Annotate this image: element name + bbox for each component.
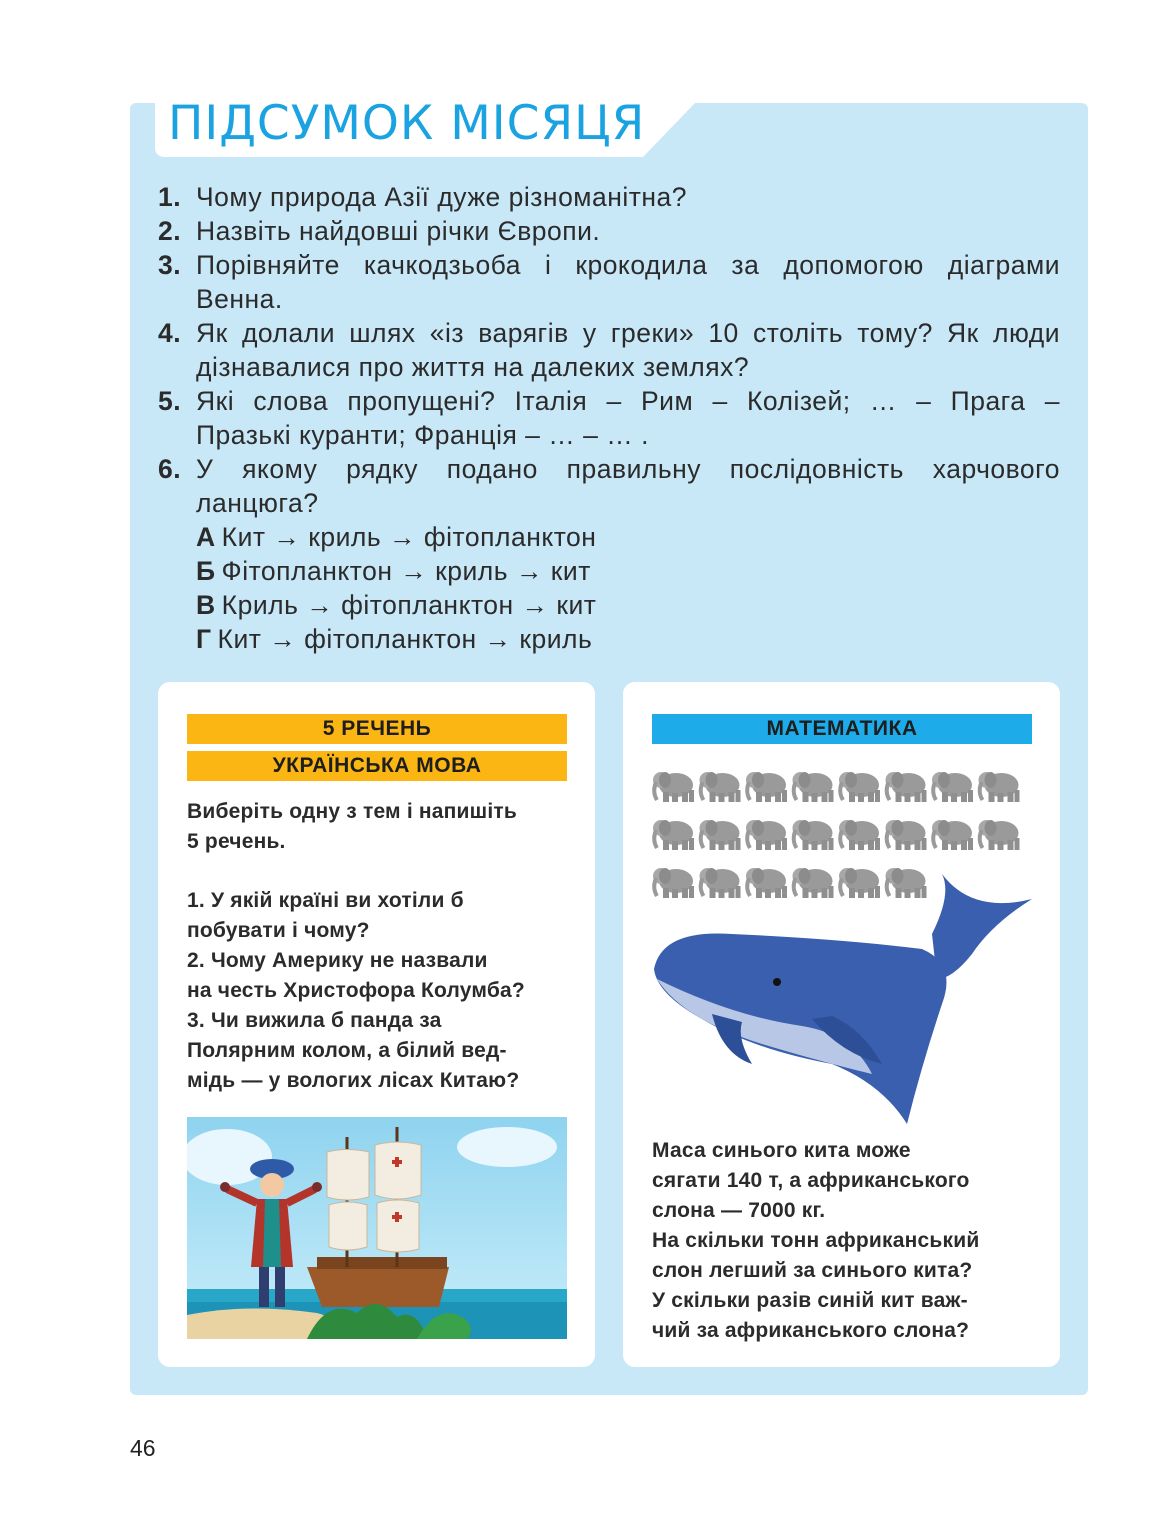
- problem-line: чий за африканського слона?: [652, 1319, 970, 1342]
- elephant-icon: [839, 772, 880, 802]
- question-text: Празькі куранти; Франція – … – … .: [196, 420, 649, 450]
- elephant-icon: [979, 820, 1020, 850]
- elephant-icon: [979, 772, 1020, 802]
- question-text: Чому природа Азії дуже різноманітна?: [196, 182, 688, 212]
- problem-line: На скільки тонн африканський: [652, 1229, 980, 1252]
- topic-text: Чому Америку не назвали: [210, 949, 488, 972]
- elephants-and-whale-illustration: [652, 764, 1032, 1134]
- ukrainian-language-bar: УКРАЇНСЬКА МОВА: [187, 751, 567, 781]
- question-1: [158, 180, 1060, 214]
- question-number: 4.: [158, 318, 182, 348]
- answer-option-v: [158, 588, 1060, 622]
- question-number: 3.: [158, 250, 182, 280]
- option-letter: Б: [196, 556, 216, 586]
- elephant-icon: [886, 820, 927, 850]
- question-5: [158, 384, 1060, 452]
- question-3: [158, 248, 1060, 316]
- option-letter: А: [196, 522, 216, 552]
- topic-text: на честь Христофора Колумба?: [187, 979, 525, 1002]
- question-text: Які слова пропущені? Італія – Рим – Колізей; … – Прага –: [196, 386, 1060, 416]
- page-title: ПІДСУМОК МІСЯЦЯ: [168, 96, 646, 151]
- topic-text: У якій країні ви хотіли б: [210, 889, 464, 912]
- intro-line: Виберіть одну з тем і напишіть: [187, 800, 517, 823]
- question-list: [158, 180, 1060, 656]
- intro-line: 5 речень.: [187, 830, 286, 853]
- math-problem-text: [652, 1136, 1052, 1346]
- option-letter: Г: [196, 624, 212, 654]
- problem-line: сягати 140 т, а африканського: [652, 1169, 970, 1192]
- elephant-icon: [839, 868, 880, 898]
- option-letter: В: [196, 590, 216, 620]
- question-text: Венна.: [196, 284, 283, 314]
- topic-1: [187, 886, 587, 916]
- elephant-icon: [653, 772, 694, 802]
- topic-text: мідь — у вологих лісах Китаю?: [187, 1069, 520, 1092]
- question-text: Назвіть найдовші річки Європи.: [196, 216, 601, 246]
- option-text: Криль → фітопланктон → кит: [221, 590, 597, 620]
- question-number: 6.: [158, 454, 182, 484]
- elephant-icon: [886, 772, 927, 802]
- question-number: 2.: [158, 216, 182, 246]
- topic-number: 2.: [187, 949, 205, 972]
- elephant-icon: [746, 820, 787, 850]
- question-text: ланцюга?: [196, 488, 319, 518]
- topic-text: побувати і чому?: [187, 919, 370, 942]
- problem-line: Маса синього кита може: [652, 1139, 911, 1162]
- problem-line: слон легший за синього кита?: [652, 1259, 973, 1282]
- elephant-icon: [793, 772, 834, 802]
- topic-text: Полярним колом, а білий вед-: [187, 1039, 507, 1062]
- question-text: У якому рядку подано правильну послідовність харчового: [196, 454, 1060, 484]
- problem-line: У скільки разів синій кит важ-: [652, 1289, 968, 1312]
- question-4: [158, 316, 1060, 384]
- elephant-icon: [700, 868, 741, 898]
- elephant-icon: [932, 772, 973, 802]
- elephant-icon: [793, 868, 834, 898]
- answer-option-b: [158, 554, 1060, 588]
- elephant-icon: [793, 820, 834, 850]
- question-text: дізнавалися про життя на далеких землях?: [196, 352, 750, 382]
- math-bar: МАТЕМАТИКА: [652, 714, 1032, 744]
- five-sentences-bar: 5 РЕЧЕНЬ: [187, 714, 567, 744]
- option-text: Кит → криль → фітопланктон: [221, 522, 597, 552]
- option-text: Фітопланктон → криль → кит: [221, 556, 591, 586]
- topic-2: [187, 946, 587, 976]
- answer-option-a: [158, 520, 1060, 554]
- topic-text: Чи вижила б панда за: [210, 1009, 442, 1032]
- task-intro: [187, 797, 577, 857]
- elephant-icon: [886, 868, 927, 898]
- elephant-icon: [653, 868, 694, 898]
- page-number: 46: [130, 1435, 156, 1461]
- elephant-icon: [746, 772, 787, 802]
- question-number: 1.: [158, 182, 182, 212]
- option-text: Кит → фітопланктон → криль: [217, 624, 593, 654]
- elephant-icon: [839, 820, 880, 850]
- question-text: Як долали шлях «із варягів у греки» 10 століть тому? Як люди: [196, 318, 1060, 348]
- elephant-icon: [700, 772, 741, 802]
- question-2: [158, 214, 1060, 248]
- topic-number: 1.: [187, 889, 205, 912]
- problem-line: слона — 7000 кг.: [652, 1199, 826, 1222]
- question-text: Порівняйте качкодзьоба і крокодила за допомогою діаграми: [196, 250, 1060, 280]
- columbus-ship-illustration: [187, 1117, 567, 1339]
- elephant-icon: [932, 820, 973, 850]
- question-6: [158, 452, 1060, 520]
- elephant-icon: [746, 868, 787, 898]
- elephant-icon: [653, 820, 694, 850]
- answer-option-g: [158, 622, 1060, 656]
- topic-list: [187, 886, 587, 1096]
- topic-3: [187, 1006, 587, 1036]
- topic-number: 3.: [187, 1009, 205, 1032]
- elephant-icon: [700, 820, 741, 850]
- question-number: 5.: [158, 386, 182, 416]
- blue-whale-icon: [654, 874, 1032, 1124]
